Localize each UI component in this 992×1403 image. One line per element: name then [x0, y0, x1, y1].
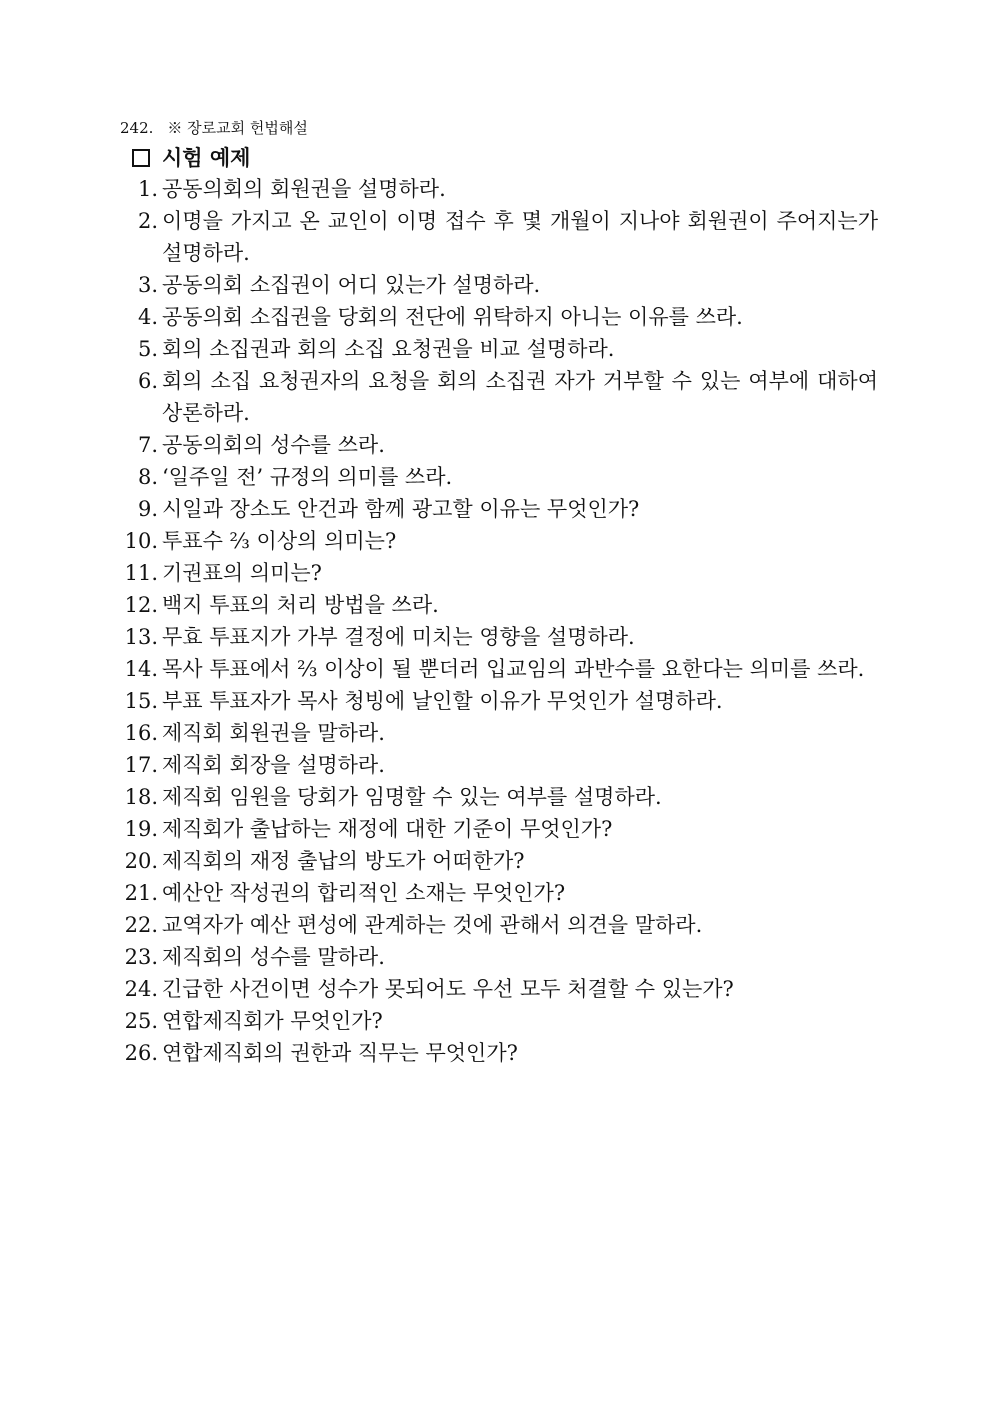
- question-item: [118, 1037, 878, 1069]
- question-text: 공동의회 소집권이 어디 있는가 설명하라.: [162, 273, 541, 297]
- question-number: 4.: [137, 305, 158, 329]
- question-text: 투표수 ⅔ 이상의 의미는?: [162, 529, 397, 553]
- question-number: 20.: [124, 849, 158, 873]
- question-item: [118, 205, 878, 269]
- question-number: 26.: [124, 1041, 158, 1065]
- question-number: 3.: [137, 273, 158, 297]
- question-number: 14.: [124, 657, 158, 681]
- question-item: [118, 557, 878, 589]
- question-item: [118, 717, 878, 749]
- question-number: 21.: [124, 881, 158, 905]
- question-item: [118, 333, 878, 365]
- question-number: 18.: [124, 785, 158, 809]
- question-item: [118, 429, 878, 461]
- question-text: ‘일주일 전’ 규정의 의미를 쓰라.: [162, 465, 453, 489]
- question-text: 연합제직회가 무엇인가?: [162, 1009, 383, 1033]
- question-number: 12.: [124, 593, 158, 617]
- running-title: ※ 장로교회 헌법해설: [167, 119, 308, 137]
- question-number: 19.: [124, 817, 158, 841]
- question-text: 제직회의 성수를 말하라.: [162, 945, 385, 969]
- section-heading: [132, 143, 250, 173]
- question-text: 제직회 회원권을 말하라.: [162, 721, 385, 745]
- question-text: 제직회의 재정 출납의 방도가 어떠한가?: [162, 849, 525, 873]
- question-number: 7.: [137, 433, 158, 457]
- question-text: 교역자가 예산 편성에 관계하는 것에 관해서 의견을 말하라.: [162, 913, 703, 937]
- question-number: 23.: [124, 945, 158, 969]
- question-text: 백지 투표의 처리 방법을 쓰라.: [162, 593, 439, 617]
- question-text: 예산안 작성권의 합리적인 소재는 무엇인가?: [162, 881, 566, 905]
- question-number: 6.: [137, 369, 158, 393]
- question-item: [118, 653, 878, 685]
- question-text: 시일과 장소도 안건과 함께 광고할 이유는 무엇인가?: [162, 497, 640, 521]
- question-text: 공동의회의 회원권을 설명하라.: [162, 177, 446, 201]
- question-text: 목사 투표에서 ⅔ 이상이 될 뿐더러 입교임의 과반수를 요한다는 의미를 쓰라.: [162, 657, 865, 681]
- question-text: 회의 소집권과 회의 소집 요청권을 비교 설명하라.: [162, 337, 615, 361]
- question-text: 긴급한 사건이면 성수가 못되어도 우선 모두 처결할 수 있는가?: [162, 977, 734, 1001]
- question-item: [118, 781, 878, 813]
- question-item: [118, 813, 878, 845]
- question-number: 25.: [124, 1009, 158, 1033]
- question-text: 제직회가 출납하는 재정에 대한 기준이 무엇인가?: [162, 817, 613, 841]
- question-text: 공동의회 소집권을 당회의 전단에 위탁하지 아니는 이유를 쓰라.: [162, 305, 743, 329]
- question-number: 11.: [124, 561, 158, 585]
- question-number: 24.: [124, 977, 158, 1001]
- question-item: [118, 269, 878, 301]
- checkbox-icon: [132, 149, 150, 167]
- question-text: 부표 투표자가 목사 청빙에 날인할 이유가 무엇인가 설명하라.: [162, 689, 723, 713]
- question-number: 8.: [137, 465, 158, 489]
- question-item: [118, 589, 878, 621]
- question-number: 16.: [124, 721, 158, 745]
- section-title: 시험 예제: [162, 145, 251, 170]
- question-item: [118, 525, 878, 557]
- page-number: 242.: [120, 119, 154, 137]
- question-number: 1.: [137, 177, 158, 201]
- question-item: [118, 1005, 878, 1037]
- question-text: 무효 투표지가 가부 결정에 미치는 영향을 설명하라.: [162, 625, 635, 649]
- question-item: [118, 749, 878, 781]
- question-item: [118, 461, 878, 493]
- question-number: 22.: [124, 913, 158, 937]
- question-text: 연합제직회의 권한과 직무는 무엇인가?: [162, 1041, 518, 1065]
- question-number: 2.: [137, 209, 158, 233]
- question-text: 제직회 회장을 설명하라.: [162, 753, 385, 777]
- question-item: [118, 621, 878, 653]
- question-item: [118, 493, 878, 525]
- question-list: [118, 173, 878, 1069]
- question-text: 회의 소집 요청권자의 요청을 회의 소집권 자가 거부할 수 있는 여부에 대하여 상론하라.: [162, 369, 878, 425]
- question-text: 기권표의 의미는?: [162, 561, 322, 585]
- question-text: 제직회 임원을 당회가 임명할 수 있는 여부를 설명하라.: [162, 785, 662, 809]
- question-item: [118, 877, 878, 909]
- question-number: 15.: [124, 689, 158, 713]
- question-number: 9.: [137, 497, 158, 521]
- question-item: [118, 909, 878, 941]
- question-number: 5.: [137, 337, 158, 361]
- question-item: [118, 685, 878, 717]
- question-item: [118, 301, 878, 333]
- question-number: 17.: [124, 753, 158, 777]
- question-item: [118, 941, 878, 973]
- question-text: 이명을 가지고 온 교인이 이명 접수 후 몇 개월이 지나야 회원권이 주어지는가 설명하라.: [162, 209, 878, 265]
- question-number: 13.: [124, 625, 158, 649]
- page-header: [120, 118, 308, 138]
- question-item: [118, 365, 878, 429]
- question-text: 공동의회의 성수를 쓰라.: [162, 433, 385, 457]
- question-number: 10.: [124, 529, 158, 553]
- question-item: [118, 173, 878, 205]
- question-item: [118, 845, 878, 877]
- question-item: [118, 973, 878, 1005]
